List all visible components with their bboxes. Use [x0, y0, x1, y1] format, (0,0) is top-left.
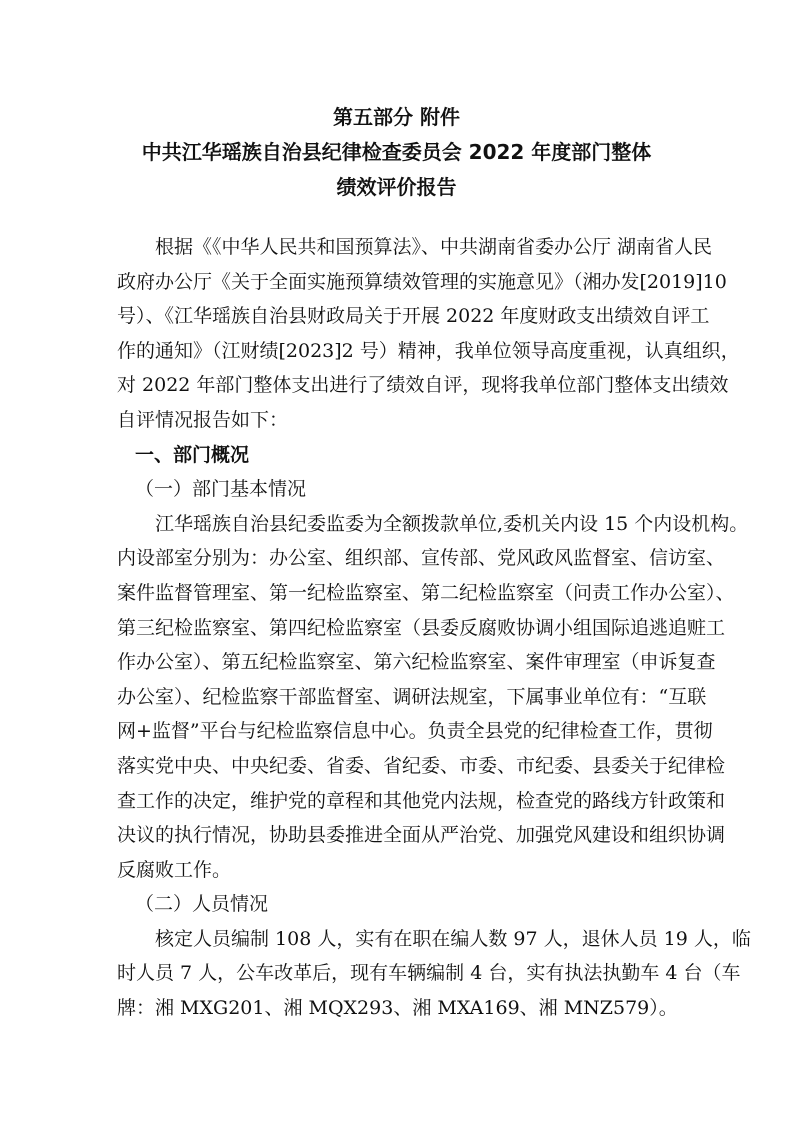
- paragraph-line: 第三纪检监察室、第四纪检监察室（县委反腐败协调小组国际追逃追赃工: [117, 616, 726, 639]
- paragraph-line: 内设部室分别为：办公室、组织部、宣传部、党风政风监督室、信访室、: [117, 547, 726, 570]
- subsection-heading: （一）部门基本情况: [135, 478, 307, 501]
- paragraph-line: 作办公室）、第五纪检监察室、第六纪检监察室、案件审理室（申诉复查: [117, 651, 716, 674]
- paragraph-line: 案件监督管理室、第一纪检监察室、第二纪检监察室（问责工作办公室）、: [117, 581, 735, 604]
- paragraph-line: 牌：湘 MXG201、湘 MQX293、湘 MXA169、湘 MNZ579）。: [117, 997, 678, 1020]
- paragraph-line: 决议的执行情况，协助县委推进全面从严治党、加强党风建设和组织协调: [117, 824, 726, 847]
- paragraph-line: 作的通知》（江财绩[2023]2 号）精神，我单位领导高度重视，认真组织，: [117, 339, 740, 362]
- subsection-heading: （二）人员情况: [135, 893, 269, 916]
- document-section-label: 第五部分 附件: [333, 105, 460, 129]
- paragraph-line: 查工作的决定，维护党的章程和其他党内法规，检查党的路线方针政策和: [117, 789, 726, 812]
- paragraph-line: 自评情况报告如下：: [117, 408, 289, 431]
- paragraph-line: 号）、《江华瑶族自治县财政局关于开展 2022 年度财政支出绩效自评工: [117, 305, 710, 328]
- paragraph-line: 反腐败工作。: [117, 858, 232, 881]
- paragraph-line: 办公室）、纪检监察干部监督室、调研法规室，下属事业单位有：“互联: [117, 685, 707, 708]
- paragraph-line: 对 2022 年部门整体支出进行了绩效自评，现将我单位部门整体支出绩效: [117, 374, 729, 397]
- document-body: [117, 230, 751, 1026]
- paragraph-line: 落实党中央、中央纪委、省委、省纪委、市委、市纪委、县委关于纪律检: [117, 754, 726, 777]
- paragraph-line: 时人员 7 人，公车改革后，现有车辆编制 4 台，实有执法执勤车 4 台（车: [117, 962, 741, 985]
- paragraph-line: 核定人员编制 108 人，实有在职在编人数 97 人，退休人员 19 人，临: [155, 927, 751, 950]
- paragraph-line: 江华瑶族自治县纪委监委为全额拨款单位,委机关内设 15 个内设机构。: [155, 512, 749, 535]
- document-title-line2: 绩效评价报告: [336, 175, 457, 199]
- section-heading: 一、部门概况: [135, 443, 250, 466]
- paragraph-line: 根据《《中华人民共和国预算法》、中共湖南省委办公厅 湖南省人民: [155, 236, 713, 258]
- document-title: 中共江华瑶族自治县纪律检查委员会 2022 年度部门整体: [141, 140, 652, 164]
- paragraph-line: 政府办公厅《关于全面实施预算绩效管理的实施意见》（湘办发[2019]10: [117, 270, 727, 293]
- paragraph-line: 网+监督”平台与纪检监察信息中心。负责全县党的纪律检查工作，贯彻: [117, 720, 713, 743]
